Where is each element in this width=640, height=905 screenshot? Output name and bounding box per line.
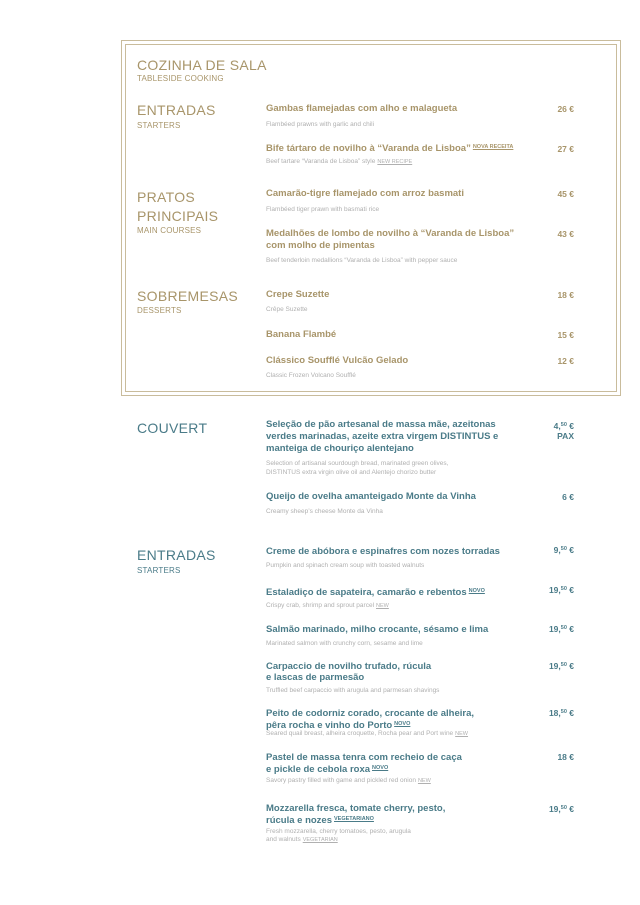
menu-item-desc: Selection of artisanal sourdough bread, marinated green olives, <box>266 460 449 467</box>
price-cents: 50 <box>560 662 567 668</box>
menu-item-desc-line2 <box>266 836 541 845</box>
menu-item-desc <box>266 777 541 786</box>
price-main: 4, <box>553 421 561 431</box>
price-cents: 50 <box>560 546 567 552</box>
price-currency: € <box>569 661 574 671</box>
price-main: 19, <box>548 585 561 595</box>
menu-item-desc <box>266 158 541 167</box>
price-cents: 50 <box>560 709 567 715</box>
price-currency: € <box>569 585 574 595</box>
menu-item-desc: Pumpkin and spinach cream soup with toasted walnuts <box>266 562 425 569</box>
section-title-entradas: ENTRADAS <box>137 102 216 118</box>
menu-item-name: Banana Flambé <box>266 329 337 340</box>
menu-item-price <box>514 803 574 814</box>
price-currency: € <box>569 804 574 814</box>
vegetarian-tag-en: VEGETARIAN <box>302 837 338 843</box>
menu-item-price: 12 € <box>557 356 574 366</box>
section-subtitle-desserts: DESSERTS <box>137 306 182 315</box>
menu-item-name: Crepe Suzette <box>266 289 330 300</box>
section-title-principais: PRINCIPAIS <box>137 208 219 224</box>
menu-item-price: 27 € <box>557 144 574 154</box>
menu-item-desc-line2: DISTINTUS extra virgin olive oil and Alentejo chorizo butter <box>266 469 437 476</box>
menu-item-price: 18 € <box>557 752 574 762</box>
new-recipe-tag-en: NEW RECIPE <box>377 159 413 165</box>
menu-item-name-line3: manteiga de chouriço alentejano <box>266 443 414 454</box>
menu-item-price: 15 € <box>557 330 574 340</box>
section-subtitle-main-courses: MAIN COURSES <box>137 226 202 235</box>
menu-item-name: Peito de codorniz corado, crocante de alheira, <box>266 708 474 719</box>
tableside-title: COZINHA DE SALA <box>137 57 267 73</box>
menu-item-desc-text: Savory pastry filled with game and pickled red onion <box>266 777 416 784</box>
menu-item-name: Salmão marinado, milho crocante, sésamo e lima <box>266 624 489 635</box>
price-currency: € <box>569 421 574 431</box>
price-unit: PAX <box>557 431 574 441</box>
menu-item-name: Medalhões de lombo de novilho à “Varanda de Lisboa” <box>266 228 515 239</box>
menu-item-name-text: rúcula e nozes <box>266 815 332 826</box>
menu-item-name-line2 <box>266 814 534 827</box>
menu-item-price: 6 € <box>562 492 574 502</box>
price-main: 18, <box>548 708 561 718</box>
menu-item-name: Pastel de massa tenra com recheio de caça <box>266 752 462 763</box>
menu-item-price: 45 € <box>557 189 574 199</box>
new-tag-en: NEW <box>417 778 431 784</box>
vegetarian-tag: VEGETARIANO <box>334 816 374 822</box>
section-title-couvert: COUVERT <box>137 420 208 436</box>
menu-item-price: 43 € <box>557 229 574 239</box>
menu-item-name-line2: verdes marinadas, azeite extra virgem DISTINTUS e <box>266 431 499 442</box>
price-main: 19, <box>548 804 561 814</box>
menu-item-name: Carpaccio de novilho trufado, rúcula <box>266 661 432 672</box>
new-tag-en: NEW <box>376 603 389 609</box>
section-subtitle-starters: STARTERS <box>137 121 181 130</box>
menu-item-name: Clássico Soufflé Vulcão Gelado <box>266 355 409 366</box>
menu-item-desc: Classic Frozen Volcano Soufflé <box>266 372 356 379</box>
price-cents: 50 <box>560 586 567 592</box>
menu-item-name <box>266 142 534 155</box>
new-tag: NOVO <box>372 765 389 771</box>
section-title-pratos: PRATOS <box>137 189 196 205</box>
price-cents: 50 <box>560 805 567 811</box>
section-title-entradas-main: ENTRADAS <box>137 547 216 563</box>
menu-item-desc <box>266 730 541 739</box>
menu-item-name: Gambas flamejadas com alho e malagueta <box>266 103 458 114</box>
menu-item-name-line2: e lascas de parmesão <box>266 672 365 683</box>
menu-item-name: Camarão-tigre flamejado com arroz basmati <box>266 188 464 199</box>
price-main: 19, <box>548 661 561 671</box>
menu-item-price <box>514 707 574 718</box>
menu-item-desc-text: and walnuts <box>266 836 301 843</box>
price-cents: 50 <box>560 625 567 631</box>
menu-item-price <box>514 623 574 634</box>
menu-item-price <box>514 420 574 431</box>
price-currency: € <box>569 545 574 555</box>
menu-item-name-text: e pickle de cebola roxa <box>266 764 371 775</box>
menu-item-name-text: Bife tártaro de novilho à “Varanda de Lisboa” <box>266 143 471 154</box>
tableside-subtitle: TABLESIDE COOKING <box>137 74 224 83</box>
price-currency: € <box>569 708 574 718</box>
menu-item-desc: Truffled beef carpaccio with arugula and parmesan shavings <box>266 687 440 694</box>
menu-item-price <box>514 660 574 671</box>
menu-item-name: Seleção de pão artesanal de massa mãe, azeitonas <box>266 419 496 430</box>
menu-item-desc: Fresh mozzarella, cherry tomatoes, pesto, arugula <box>266 828 411 835</box>
menu-item-desc-text: Crispy crab, shrimp and sprout parcel <box>266 602 375 609</box>
menu-item-price: 26 € <box>557 104 574 114</box>
menu-item-name-text: Estaladiço de sapateira, camarão e rebentos <box>266 587 467 598</box>
menu-item-desc: Crêpe Suzette <box>266 306 308 313</box>
menu-item-desc: Flambéed prawns with garlic and chili <box>266 121 375 128</box>
section-title-sobremesas: SOBREMESAS <box>137 288 239 304</box>
menu-item-name-text: pêra rocha e vinho do Porto <box>266 720 393 731</box>
menu-item-name-line2: com molho de pimentas <box>266 240 375 251</box>
section-subtitle-starters-main: STARTERS <box>137 566 181 575</box>
menu-item-name-line2 <box>266 763 534 776</box>
menu-item-desc <box>266 602 541 611</box>
price-main: 19, <box>548 624 561 634</box>
price-main: 9, <box>553 545 561 555</box>
menu-item-price <box>514 584 574 595</box>
new-recipe-tag: NOVA RECEITA <box>472 144 514 150</box>
menu-item-desc: Marinated salmon with crunchy corn, sesame and lime <box>266 640 423 647</box>
menu-item-name: Mozzarella fresca, tomate cherry, pesto, <box>266 803 446 814</box>
new-tag-en: NEW <box>455 731 469 737</box>
menu-item-desc: Beef tenderloin medallions “Varanda de Lisboa” with pepper sauce <box>266 257 458 264</box>
menu-item-name <box>266 586 534 599</box>
menu-item-price <box>514 544 574 555</box>
menu-item-desc: Creamy sheep’s cheese Monte da Vinha <box>266 508 383 515</box>
new-tag: NOVO <box>468 588 485 594</box>
menu-item-desc-text: Beef tartare “Varanda de Lisboa” style <box>266 158 376 165</box>
menu-item-name: Queijo de ovelha amanteigado Monte da Vinha <box>266 491 476 502</box>
menu-item-name: Creme de abóbora e espinafres com nozes torradas <box>266 546 500 557</box>
menu-item-price: 18 € <box>557 290 574 300</box>
price-cents: 50 <box>560 422 567 428</box>
price-currency: € <box>569 624 574 634</box>
new-tag: NOVO <box>394 721 411 727</box>
menu-item-desc-text: Seared quail breast, alheira croquette, Rocha pear and Port wine <box>266 730 454 737</box>
menu-item-desc: Flambéed tiger prawn with basmati rice <box>266 206 380 213</box>
